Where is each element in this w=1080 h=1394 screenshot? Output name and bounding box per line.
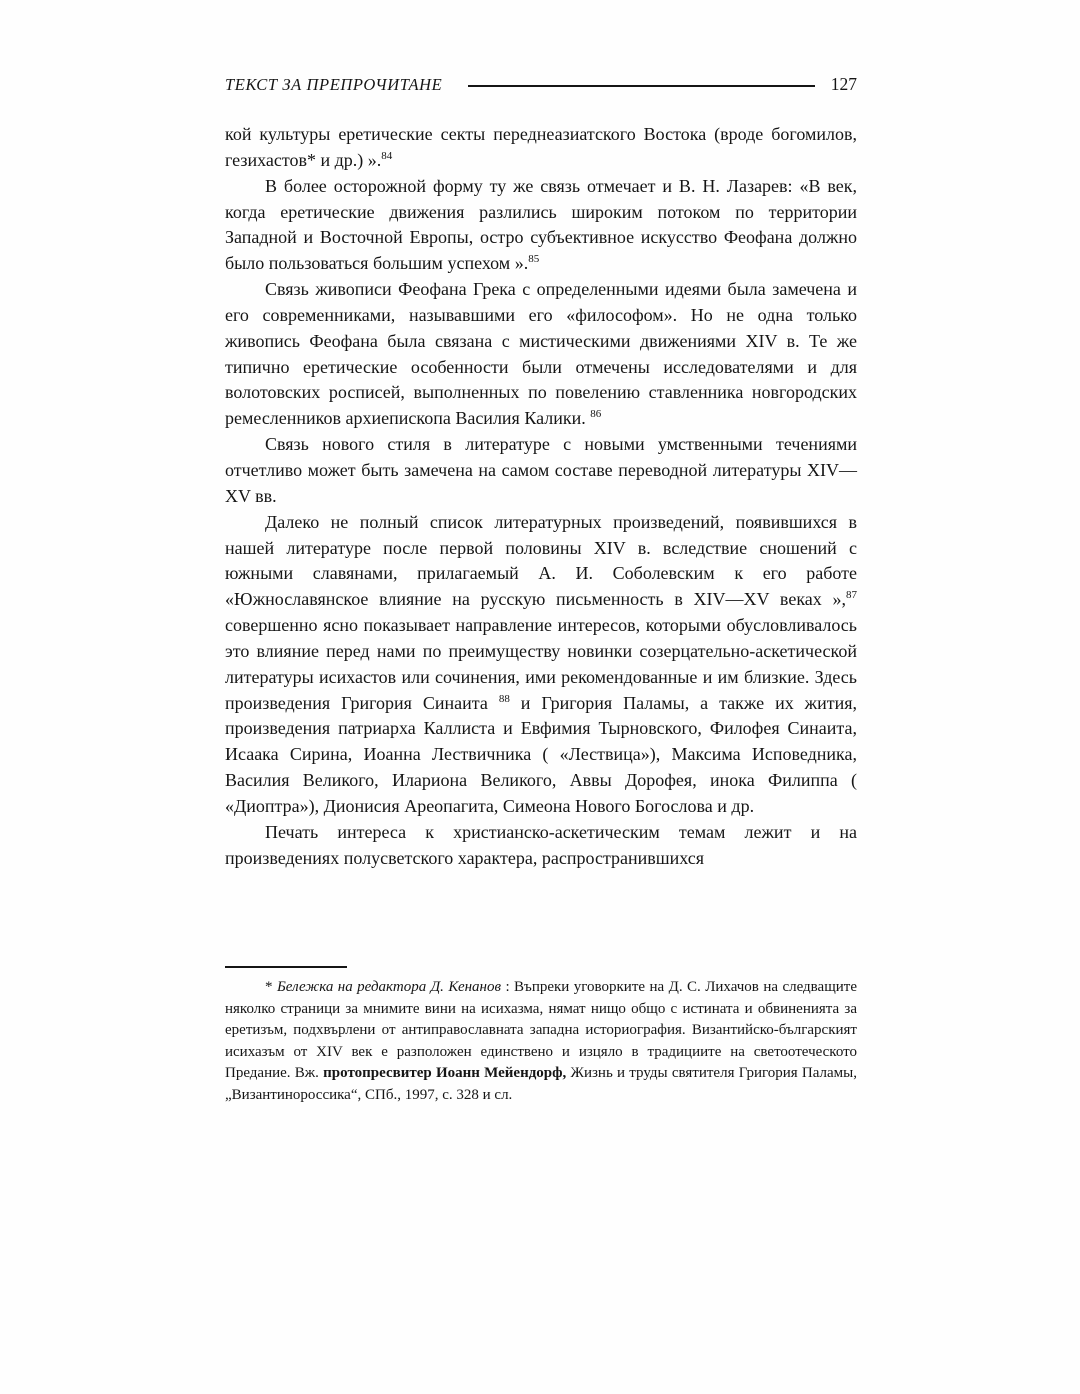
- text-run: *: [265, 979, 277, 995]
- text-run: Далеко не полный список литературных произведений, появившихся в нашей литературе после первой половины XIV в. вследствие сношений с южными славянами, прилагаемый А. И. Соболевским к его работе «Южнославянское влияние на русскую письменность в XIV—XV веках »,: [225, 511, 857, 610]
- footnote-reference: 87: [846, 589, 857, 602]
- footnote-separator: [225, 966, 347, 968]
- paragraph: [225, 977, 857, 1107]
- footnote: [225, 977, 857, 1107]
- text-run: кой культуры еретические секты переднеазиатского Востока (вроде богомилов, гезихастов* и др.) ».: [225, 124, 857, 170]
- paragraph: [225, 510, 857, 820]
- footnote-reference: 84: [381, 149, 393, 162]
- page-header: [225, 74, 857, 95]
- footnote-reference: 86: [590, 408, 602, 421]
- paragraph: [225, 277, 857, 432]
- header-rule: [468, 85, 814, 88]
- running-title: ТЕКСТ ЗА ПРЕПРОЧИТАНЕ: [225, 74, 443, 94]
- text-run: протопресвитер Иоанн Мейендорф,: [323, 1065, 567, 1082]
- text-run: Жизнь и труды святителя Григория Паламы, „Византинороссика“, СПб., 1997, с. 328 и сл.: [225, 1065, 858, 1103]
- text-run: Связь нового стиля в литературе с новыми умственными течениями отчетливо может быть замечена на самом составе переводной литературы XIV—XV вв.: [225, 434, 857, 506]
- page-number: 127: [830, 74, 857, 94]
- text-run: Бележка на редактора Д. Кенанов: [276, 979, 502, 995]
- text-run: Печать интереса к христианско-аскетическим темам лежит и на произведениях полусветского характера, распространившихся: [225, 821, 857, 868]
- text-run: совершенно ясно показывает направление интересов, которыми обусловливалось это влияние перед нами по преимуществу новинки созерцательно-аскетической литературы исихастов или сочинения, ими рекомендованные и им близкие. Здесь произведения Григория Синаита: [225, 615, 857, 713]
- text-run: : Въпреки уговорките на Д. С. Лихачов на следващите няколко страници за мнимите вини на исихазма, нямат нищо общо с истината и обвиненията за еретизъм, подхвърлени от антиправославната западна историография. Византийско-българският исихазъм от XIV век е разположен единствено и изцяло в традициите на светоотеческото Предание. Вж.: [225, 979, 858, 1082]
- footnote-reference: 85: [528, 253, 540, 266]
- body-text: [225, 122, 857, 871]
- footnote-reference: 88: [498, 692, 510, 705]
- paragraph: [225, 820, 857, 872]
- paragraph: [225, 122, 857, 174]
- text-run: Связь живописи Феофана Грека с определенными идеями была замечена и его современниками, называвшими его «философом». Но не одна только живопись Феофана была связана с мистическими движениями XIV в. Те же типично еретические особенности были отмечены исследователями и для волотовских росписей, выполненных по повелению ставленника новгородских ремесленников архиепископа Василия Калики.: [225, 279, 857, 429]
- text-run: и Григория Паламы, а также их жития, произведения патриарха Каллиста и Евфимия Тырновского, Филофея Синаита, Исаака Сирина, Иоанна Лествичника ( «Лествица»), Максима Исповедника, Василия Великого, Илариона Великого, Аввы Дорофея, инока Филиппа ( «Диоптра»), Дионисия Ареопагита, Симеона Нового Богослова и др.: [225, 692, 858, 816]
- text-run: В более осторожной форму ту же связь отмечает и В. Н. Лазарев: «В век, когда еретические движения разлились широким потоком по территории Западной и Восточной Европы, остро субъективное искусство Феофана должно было пользоваться большим успехом ».: [225, 175, 857, 274]
- paragraph: [225, 432, 857, 510]
- paragraph: [225, 174, 857, 277]
